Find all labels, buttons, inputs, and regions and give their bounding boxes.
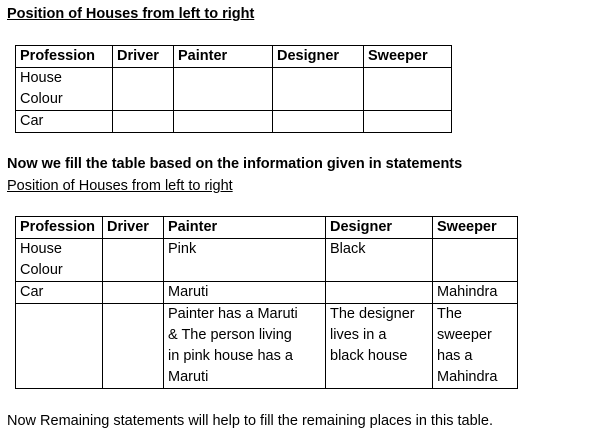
cell-designer-house: Black	[326, 239, 433, 282]
header-painter: Painter	[164, 217, 326, 239]
cell-sweeper-house	[364, 68, 452, 111]
header-designer: Designer	[326, 217, 433, 239]
empty-houses-table	[15, 45, 452, 133]
header-driver: Driver	[113, 46, 174, 68]
cell-driver-car	[113, 111, 174, 133]
row-label-house-colour: House Colour	[16, 68, 113, 111]
header-sweeper: Sweeper	[364, 46, 452, 68]
header-driver: Driver	[103, 217, 164, 239]
cell-designer-note: The designer lives in a black house	[326, 304, 433, 389]
table-row	[16, 111, 452, 133]
row-label-car: Car	[16, 111, 113, 133]
cell-designer-house	[273, 68, 364, 111]
filled-houses-table	[15, 216, 518, 389]
header-painter: Painter	[174, 46, 273, 68]
cell-painter-car: Maruti	[164, 282, 326, 304]
cell-notes-label	[16, 304, 103, 389]
header-profession: Profession	[16, 46, 113, 68]
heading-positions: Position of Houses from left to right	[7, 6, 255, 22]
cell-painter-house: Pink	[164, 239, 326, 282]
heading-fill-table: Now we fill the table based on the information given in statements	[7, 156, 463, 172]
cell-driver-house	[103, 239, 164, 282]
header-sweeper: Sweeper	[433, 217, 518, 239]
header-designer: Designer	[273, 46, 364, 68]
cell-sweeper-car	[364, 111, 452, 133]
cell-painter-house	[174, 68, 273, 111]
cell-driver-house	[113, 68, 174, 111]
table-row	[16, 68, 452, 111]
table-row	[16, 304, 518, 389]
cell-driver-car	[103, 282, 164, 304]
cell-painter-note: Painter has a Maruti & The person living in pink house has a Maruti	[164, 304, 326, 389]
row-label-car: Car	[16, 282, 103, 304]
cell-designer-car	[273, 111, 364, 133]
cell-sweeper-car: Mahindra	[433, 282, 518, 304]
table-row	[16, 239, 518, 282]
cell-painter-car	[174, 111, 273, 133]
cell-sweeper-house	[433, 239, 518, 282]
cell-driver-note	[103, 304, 164, 389]
table-row	[16, 282, 518, 304]
cell-designer-car	[326, 282, 433, 304]
header-profession: Profession	[16, 217, 103, 239]
heading-positions-2: Position of Houses from left to right	[7, 178, 233, 194]
row-label-house-colour: House Colour	[16, 239, 103, 282]
footer-note: Now Remaining statements will help to fill the remaining places in this table.	[7, 413, 493, 429]
cell-sweeper-note: The sweeper has a Mahindra	[433, 304, 518, 389]
